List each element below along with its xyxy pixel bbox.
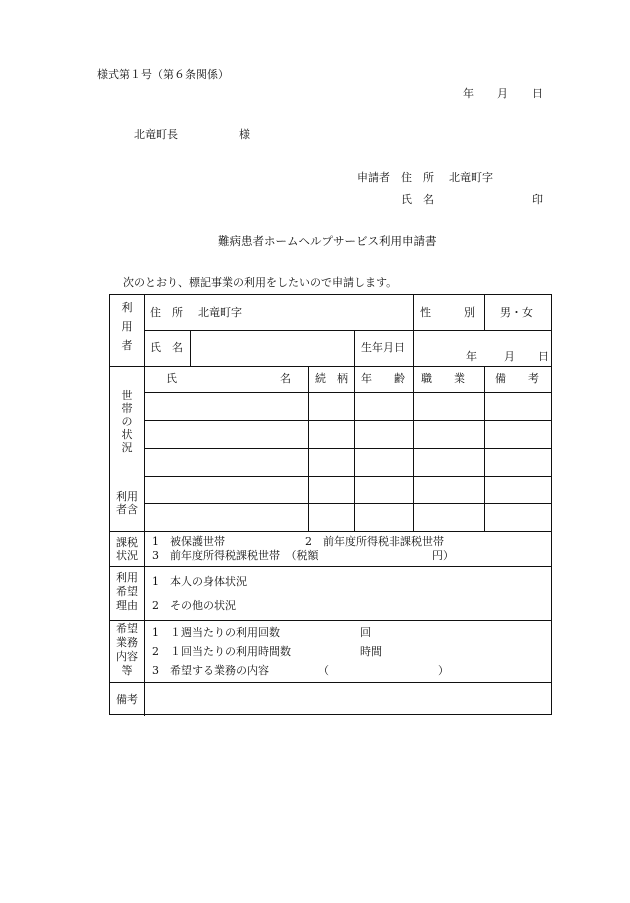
household-label2-line: 者含 [116, 503, 138, 516]
reason-option-2: 2 その他の状況 [152, 599, 236, 612]
service-paren-open: （ [318, 664, 329, 677]
addressee-honorific: 様 [239, 128, 250, 141]
col-line [484, 295, 485, 330]
household-label-char: 帯 [121, 402, 133, 415]
reason-section-label [110, 571, 144, 613]
applicant-address-value: 北竜町字 [449, 171, 493, 184]
service-option-1: 1 １週当たりの利用回数 [152, 626, 280, 639]
date-day-label: 日 [532, 87, 543, 100]
form-number: 様式第１号（第６条関係） [97, 68, 229, 81]
tax-section-label [110, 536, 144, 562]
row-line [110, 682, 552, 683]
header-name-1: 氏 [166, 372, 177, 385]
user-name-label: 氏 名 [150, 341, 183, 354]
birth-year-label: 年 [466, 350, 477, 363]
service-option-2-unit: 時間 [360, 645, 382, 658]
col-line [413, 295, 414, 531]
remarks-label: 備考 [116, 693, 138, 706]
tax-label-line: 状況 [116, 549, 138, 562]
header-occupation: 職 業 [421, 372, 465, 385]
household-label-char: 世 [121, 389, 133, 402]
header-relation: 続 柄 [315, 372, 348, 385]
application-table [109, 294, 552, 715]
row-line [144, 420, 552, 421]
user-label-char: 用 [121, 320, 133, 333]
col-line [354, 330, 355, 531]
header-age: 年 齢 [361, 372, 405, 385]
row-line [110, 531, 552, 532]
document-title: 難病患者ホームヘルプサービス利用申請書 [218, 234, 437, 248]
row-line [110, 566, 552, 567]
service-option-3: 3 希望する業務の内容 [152, 664, 269, 677]
intro-text: 次のとおり、標記事業の利用をしたいので申請します。 [123, 276, 398, 289]
tax-label-line: 課税 [116, 536, 138, 549]
service-label-line: 業務 [116, 636, 138, 649]
user-section-label [110, 301, 144, 352]
user-label-char: 者 [121, 339, 133, 352]
addressee-name: 北竜町長 [134, 128, 178, 141]
header-name-2: 名 [280, 372, 291, 385]
tax-option-1: 1 被保護世帯 [152, 535, 225, 548]
service-label-line: 等 [121, 664, 133, 677]
household-label-char: 況 [121, 441, 133, 454]
row-line [144, 503, 552, 504]
applicant-name-label: 氏 名 [401, 193, 434, 206]
seal-mark: 印 [532, 193, 543, 206]
applicant-address-label: 住 所 [401, 171, 434, 184]
date-year-label: 年 [463, 87, 474, 100]
col-line [190, 330, 191, 366]
row-line [144, 392, 552, 393]
row-line [144, 330, 552, 331]
reason-label-line: 希望 [116, 585, 138, 598]
user-address-value: 北竜町字 [198, 306, 242, 319]
household-label-2 [110, 490, 144, 516]
service-option-1-unit: 回 [360, 626, 371, 639]
service-label-line: 希望 [116, 622, 138, 635]
reason-label-line: 利用 [116, 571, 138, 584]
row-line [110, 620, 552, 621]
user-label-char: 利 [121, 301, 133, 314]
date-month-label: 月 [497, 87, 508, 100]
user-address-label: 住 所 [150, 306, 183, 319]
household-label2-line: 利用 [116, 490, 138, 503]
reason-label-line: 理由 [116, 599, 138, 612]
birth-day-label: 日 [538, 350, 549, 363]
household-label-char: 状 [121, 428, 133, 441]
row-line [144, 476, 552, 477]
household-label [110, 389, 144, 454]
birthdate-label: 生年月日 [361, 341, 405, 354]
col-line [144, 295, 145, 716]
service-paren-close: ） [438, 664, 449, 677]
col-line [308, 366, 309, 531]
service-label-line: 内容 [116, 650, 138, 663]
row-line [144, 448, 552, 449]
reason-option-1: 1 本人の身体状況 [152, 575, 247, 588]
col-line [484, 366, 485, 531]
tax-option-2: 2 前年度所得税非課税世帯 [305, 535, 444, 548]
applicant-label: 申請者 [357, 171, 390, 184]
tax-yen-label: 円） [432, 549, 454, 562]
tax-option-3: 3 前年度所得税課税世帯 （税額 [152, 549, 319, 562]
gender-label: 性 別 [420, 306, 475, 319]
household-label-char: の [121, 415, 133, 428]
gender-value: 男・女 [500, 306, 533, 319]
service-option-2: 2 １回当たりの利用時間数 [152, 645, 291, 658]
birth-month-label: 月 [504, 350, 515, 363]
row-line [110, 366, 552, 367]
service-section-label [110, 622, 144, 678]
header-remarks: 備 考 [495, 372, 539, 385]
